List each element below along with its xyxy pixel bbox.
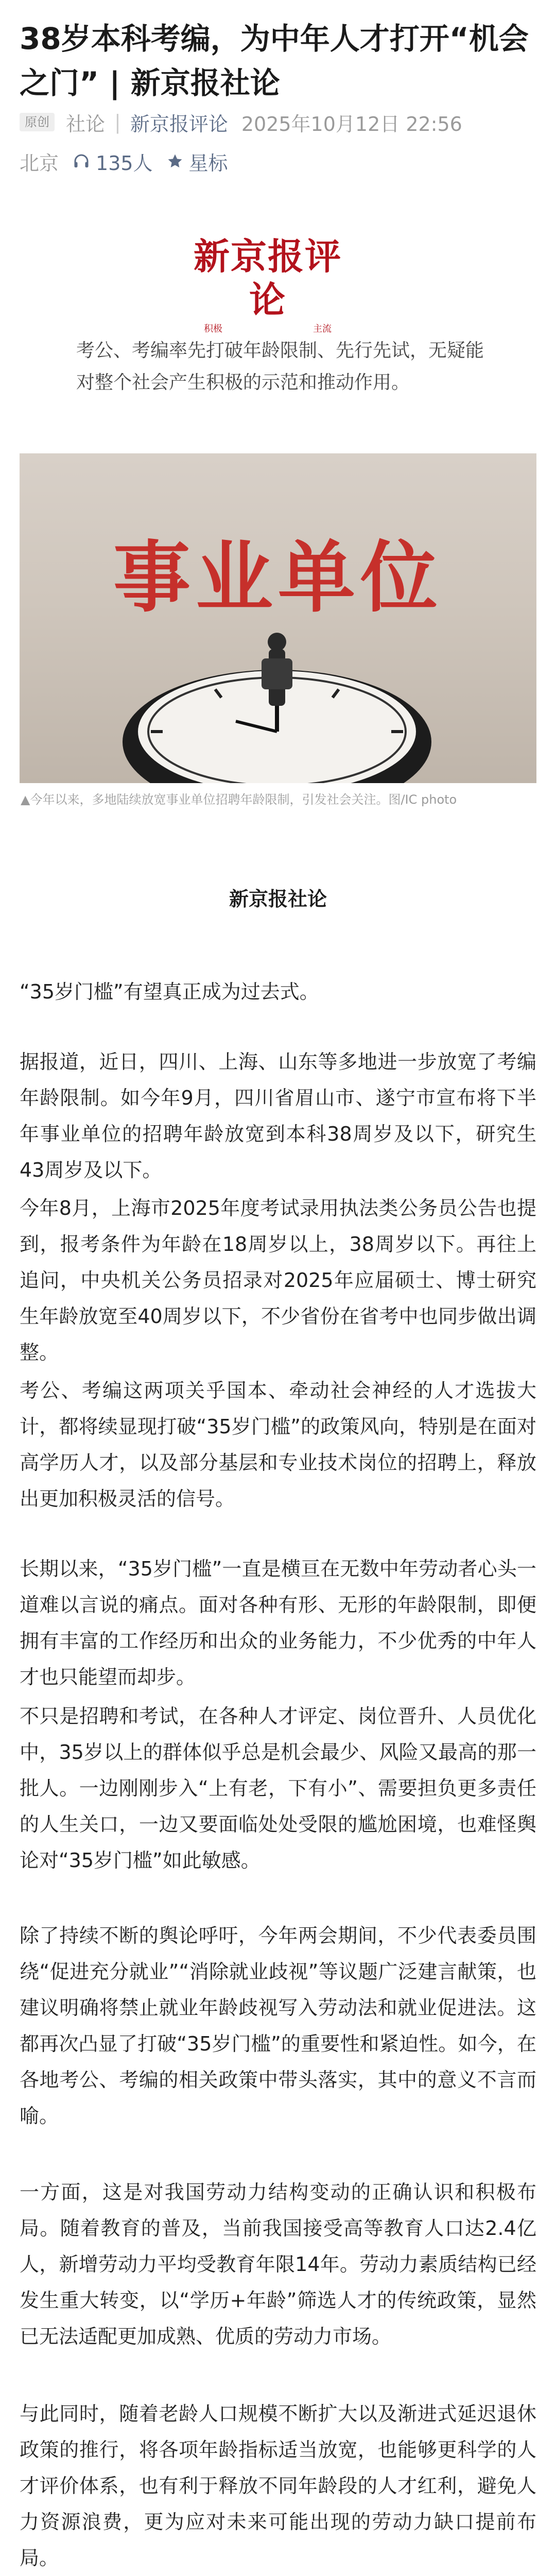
paragraph: 今年8月，上海市2025年度考试录用执法类公务员公告也提到，报考条件为年龄在18周岁以上，38周岁以下。再往上追问，中央机关公务员招录对2025年应届硕士、博士研究生年龄放宽至40周岁以下，不少省份在省考中也同步做出调整。 bbox=[20, 1197, 536, 1364]
header-photo bbox=[20, 453, 536, 783]
paragraph: 不只是招聘和考试，在各种人才评定、岗位晋升、人员优化中，35岁以上的群体似乎总是机会最少、风险又最高的那一批人。一边刚刚步入“上有老，下有小”、需要担负更多责任的人生关口，一边又要面临处处受限的尴尬困境，也难怪舆论对“35岁门槛”如此敏感。 bbox=[20, 1705, 536, 1872]
article-title: 38岁本科考编，为中年人才打开“机会之门” | 新京报社论 bbox=[20, 21, 529, 100]
paragraph: “35岁门槛”有望真正成为过去式。 bbox=[20, 980, 319, 1003]
brand-logo bbox=[185, 235, 350, 334]
paragraph: 长期以来，“35岁门槛”一直是横亘在无数中年劳动者心头一道难以言说的痛点。面对各种有形、无形的年龄限制，即便拥有丰富的工作经历和出众的业务能力，不少优秀的中年人才也只能望而却步。 bbox=[20, 1557, 536, 1688]
author-link[interactable]: 新京报评论 bbox=[130, 112, 228, 135]
photo-caption: ▲今年以来，多地陆续放宽事业单位招聘年龄限制，引发社会关注。图/IC photo bbox=[21, 792, 457, 807]
paragraph: 考公、考编这两项关乎国本、牵动社会神经的人才选拔大计，都将续显现打破“35岁门槛”的政策风向，特别是在面对高学历人才，以及部分基层和专业技术岗位的招聘上，释放出更加积极灵活的信号。 bbox=[20, 1379, 536, 1510]
read-count bbox=[72, 147, 153, 176]
paragraph: 据报道，近日，四川、上海、山东等多地进一步放宽了考编年龄限制。如今年9月，四川省眉山市、遂宁市宣布将下半年事业单位的招聘年龄放宽到本科38周岁及以下，研究生43周岁及以下。 bbox=[20, 1050, 536, 1181]
section-subhead: 新京报社论 bbox=[229, 888, 327, 910]
star-button[interactable] bbox=[166, 147, 228, 176]
slogan-left: 积极 bbox=[204, 324, 222, 334]
location-text: 北京 bbox=[20, 151, 59, 175]
meta-divider: | bbox=[114, 111, 121, 133]
paragraph: 一方面，这是对我国劳动力结构变动的正确认识和积极布局。随着教育的普及，当前我国接受高等教育人口达2.4亿人，新增劳动力平均受教育年限14年。劳动力素质结构已经发生重大转变，以“学历+年龄”筛选人才的传统政策，显然已无法适配更加成熟、优质的劳动力市场。 bbox=[20, 2181, 536, 2348]
clock-figure-illustration bbox=[20, 453, 536, 783]
star-icon bbox=[166, 152, 184, 170]
photo-headline-text: 事业单位 bbox=[113, 533, 443, 623]
brand-logo-slogan bbox=[185, 321, 350, 335]
paragraph: 除了持续不断的舆论呼吁，今年两会期间，不少代表委员围绕“促进充分就业”“消除就业歧视”等议题广泛建言献策，也建议明确将禁止就业年龄歧视写入劳动法和就业促进法。这都再次凸显了打破“35岁门槛”的重要性和紧迫性。如今，在各地考公、考编的相关政策中带头落实，其中的意义不言而喻。 bbox=[20, 1924, 536, 2127]
slogan-right: 主流 bbox=[313, 324, 332, 334]
headphones-icon bbox=[72, 152, 91, 171]
meta-row bbox=[20, 109, 536, 135]
channel-link[interactable]: 社论 bbox=[66, 112, 106, 135]
star-label: 星标 bbox=[188, 151, 228, 175]
paragraph: 与此同时，随着老龄人口规模不断扩大以及渐进式延迟退休政策的推行，将各项年龄指标适当放宽，也能够更科学的人才评价体系，也有利于释放不同年龄段的人才红利，避免人力资源浪费，更为应对未来可能出现的劳动力缺口提前布局。 bbox=[20, 2402, 536, 2569]
brand-logo-text: 新京报评论 bbox=[194, 235, 342, 321]
read-count-value: 135人 bbox=[96, 151, 153, 175]
publish-datetime: 2025年10月12日 22:56 bbox=[241, 112, 462, 135]
original-badge: 原创 bbox=[20, 113, 55, 131]
meta-row-secondary bbox=[20, 148, 536, 174]
lead-summary: 考公、考编率先打破年龄限制、先行先试，无疑能对整个社会产生积极的示范和推动作用。 bbox=[76, 340, 484, 393]
